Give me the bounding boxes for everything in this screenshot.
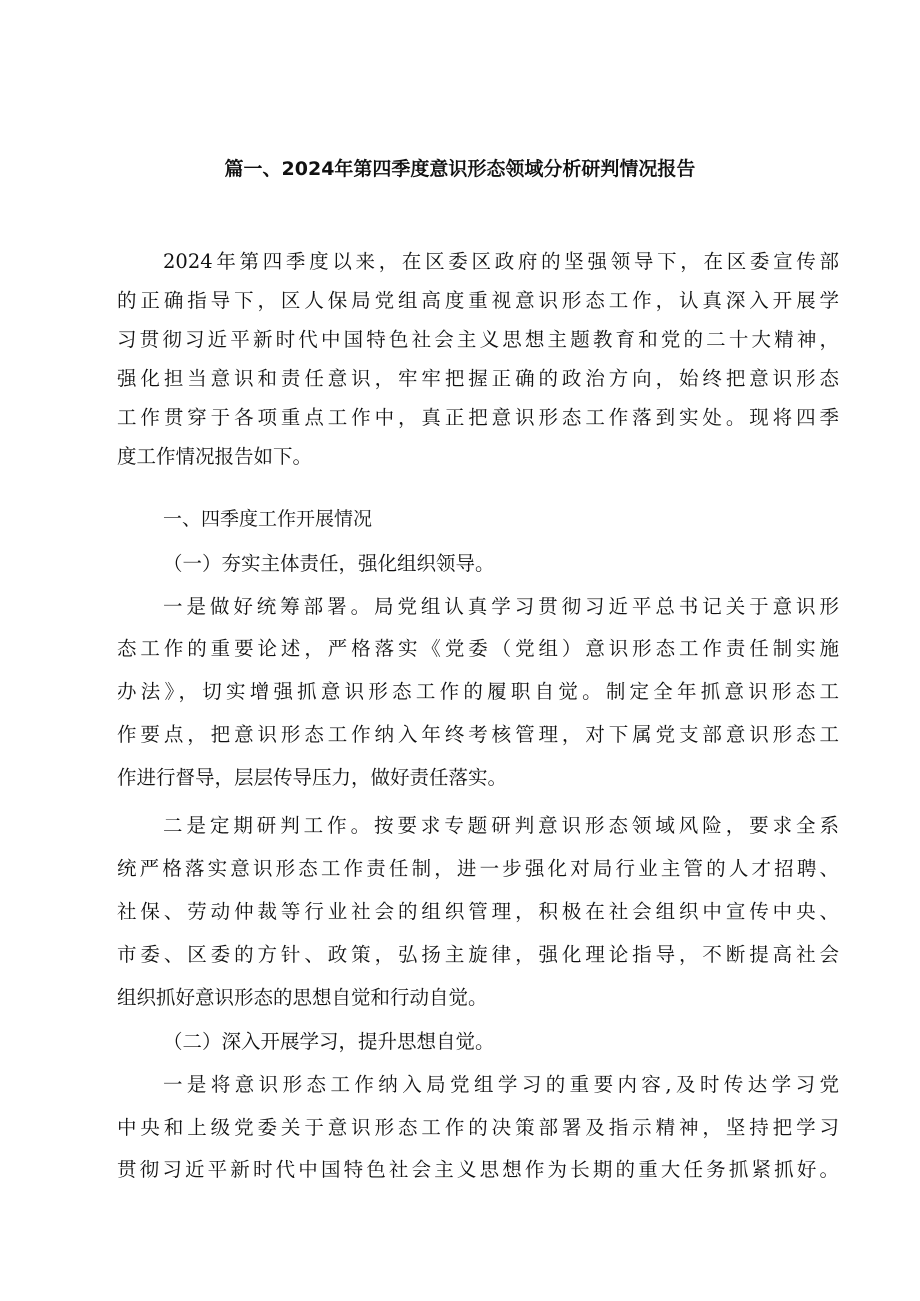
para2-line-1: 二是定期研判工作。按要求专题研判意识形态领域风险，要求全系 xyxy=(163,814,839,837)
para1-line-2: 态工作的重要论述，严格落实《党委（党组）意识形态工作责任制实施 xyxy=(117,637,839,660)
para3-line-2: 中央和上级党委关于意识形态工作的决策部署及指示精神，坚持把学习 xyxy=(117,1116,839,1139)
intro-line-2: 的正确指导下，区人保局党组高度重视意识形态工作，认真深入开展学 xyxy=(117,289,839,312)
para2-line-4: 市委、区委的方针、政策，弘扬主旋律，强化理论指导，不断提高社会 xyxy=(117,943,839,966)
intro-line-4: 强化担当意识和责任意识，牢牢把握正确的政治方向，始终把意识形态 xyxy=(117,367,839,390)
para1-line-3: 办法》，切实增强抓意识形态工作的履职自觉。制定全年抓意识形态工 xyxy=(117,680,839,703)
intro-line-1: 2024年第四季度以来，在区委区政府的坚强领导下，在区委宣传部 xyxy=(163,250,839,273)
para1-line-5: 作进行督导，层层传导压力，做好责任落实。 xyxy=(117,766,508,789)
section-heading: 一、四季度工作开展情况 xyxy=(163,508,373,530)
para2-line-3: 社保、劳动仲裁等行业社会的组织管理，积极在社会组织中宣传中央、 xyxy=(117,900,839,923)
para2-line-5: 组织抓好意识形态的思想自觉和行动自觉。 xyxy=(117,986,488,1009)
para3-line-1: 一是将意识形态工作纳入局党组学习的重要内容,及时传达学习党 xyxy=(163,1073,839,1096)
document-title: 篇一、2024年第四季度意识形态领域分析研判情况报告 xyxy=(224,158,696,180)
para1-line-1: 一是做好统筹部署。局党组认真学习贯彻习近平总书记关于意识形 xyxy=(163,595,839,618)
intro-line-6: 度工作情况报告如下。 xyxy=(117,445,313,468)
para2-line-2: 统严格落实意识形态工作责任制，进一步强化对局行业主管的人才招聘、 xyxy=(117,857,839,880)
intro-line-5: 工作贯穿于各项重点工作中，真正把意识形态工作落到实处。现将四季 xyxy=(117,406,839,429)
para3-line-3: 贯彻习近平新时代中国特色社会主义思想作为长期的重大任务抓紧抓好。 xyxy=(117,1158,839,1181)
intro-line-3: 习贯彻习近平新时代中国特色社会主义思想主题教育和党的二十大精神， xyxy=(117,328,839,351)
subsection-heading-2: （二）深入开展学习，提升思想自觉。 xyxy=(163,1030,495,1053)
para1-line-4: 作要点，把意识形态工作纳入年终考核管理，对下属党支部意识形态工 xyxy=(117,723,839,746)
subsection-heading-1: （一）夯实主体责任，强化组织领导。 xyxy=(163,552,495,575)
